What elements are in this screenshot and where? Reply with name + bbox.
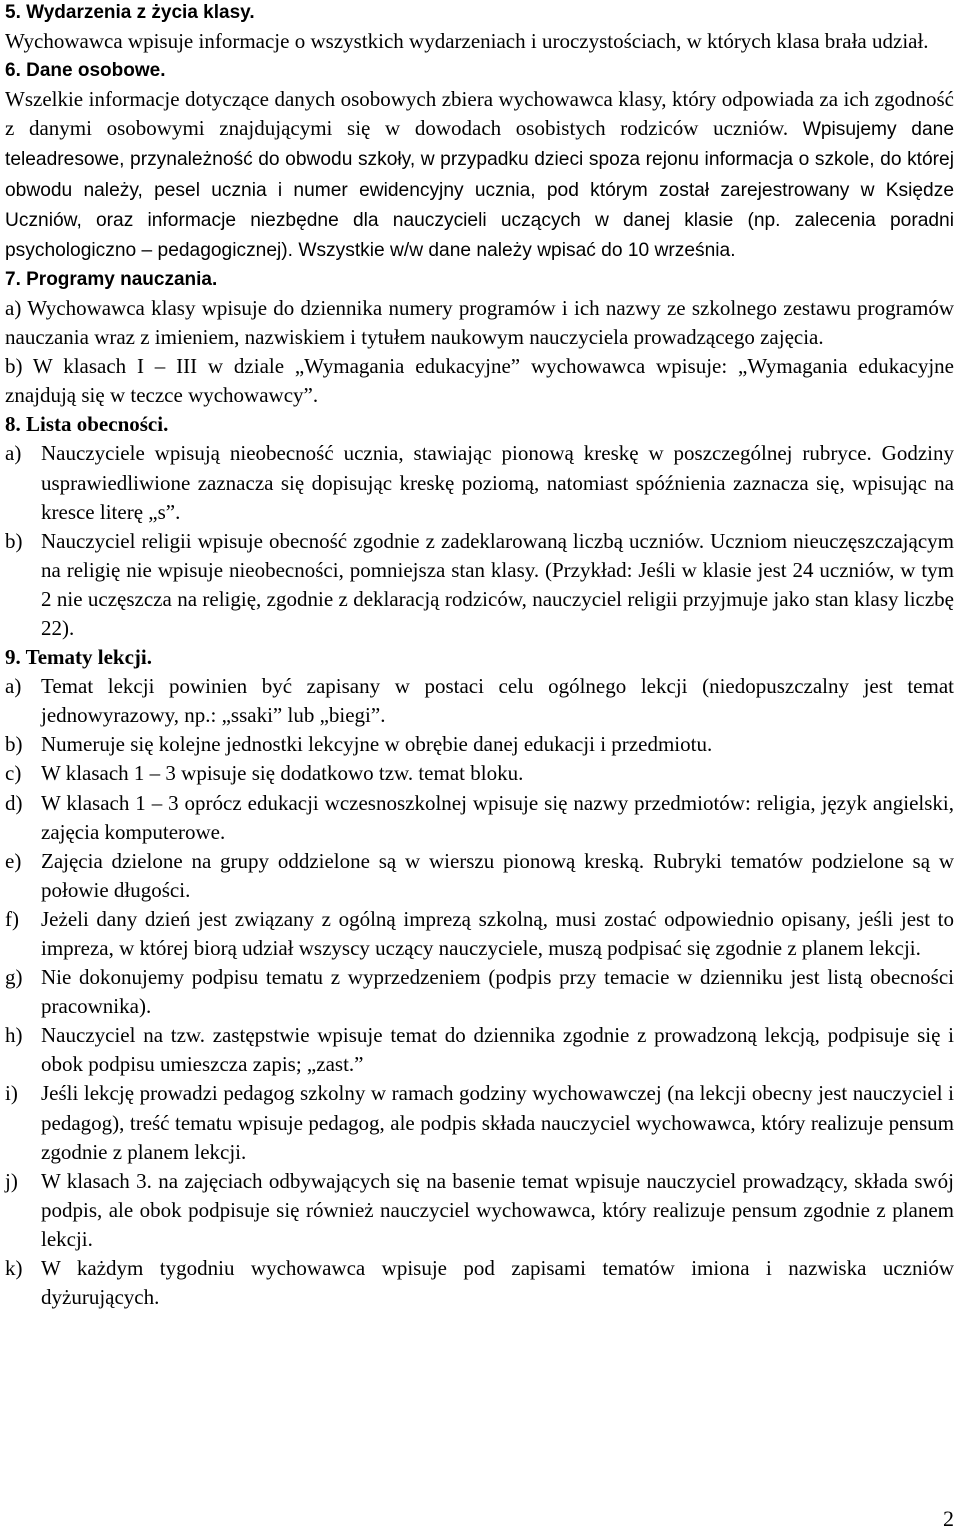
list-item-text: Numeruje się kolejne jednostki lekcyjne w obrębie danej edukacji i przedmiotu. [41,732,713,757]
list-item [5,672,954,730]
section-6-text-b: Wpisujemy dane teleadresowe, przynależność do obwodu szkoły, w przypadku dzieci spoza rejonu informacja o szkole, do której obwodu należy, pesel ucznia i numer ewidencyjny ucznia, pod którym został zarejestrowany w Księdze Uczniów, oraz informacje niezbędne dla nauczycieli uczących w danej klasie (np. zalecenia poradni psychologiczno – pedagogicznej). Wszystkie w/w dane należy wpisać do 10 września. [5,119,954,261]
list-item [5,759,954,788]
list-marker: d) [5,790,23,815]
list-item [5,847,954,905]
list-marker: e) [5,848,22,873]
page-number: 2 [943,1505,954,1531]
list-item [5,1021,954,1079]
list-marker: b) [5,732,23,757]
list-marker: f) [5,906,19,931]
list-item-text: Jeśli lekcję prowadzi pedagog szkolny w ramach godziny wychowawczej (na lekcji obecny jest nauczyciel i pedagog), treść tematu wpisuje pedagog, ale podpis składa nauczyciel wychowawca, który realizuje pensum zgodnie z planem lekcji. [41,1081,954,1164]
list-marker: k) [5,1256,23,1281]
section-5-text: Wychowawca wpisuje informacje o wszystkich wydarzeniach i uroczystościach, w których klasa brała udział. [5,29,929,54]
list-item [5,439,954,526]
list-item [5,1254,954,1312]
list-marker: b) [5,528,23,553]
list-item-text: W klasach 1 – 3 wpisuje się dodatkowo tzw. temat bloku. [41,761,524,786]
list-item-text: Jeżeli dany dzień jest związany z ogólną imprezą szkolną, musi zostać odpowiednio opisany, jeśli jest to impreza, w której biorą udział wszyscy uczący nauczyciele, muszą podpisać się zgodnie z planem lekcji. [41,906,954,960]
list-item-text: Zajęcia dzielone na grupy oddzielone są w wierszu pionową kreską. Rubryki tematów podzielone są w połowie długości. [41,848,954,902]
list-marker: j) [5,1168,18,1193]
list-item-text: Nauczyciele wpisują nieobecność ucznia, stawiając pionową kreskę w poszczególnej rubryce. Godziny usprawiedliwione zaznacza się dopisując kreskę poziomą, natomiast spóźnienia zaznacza się, wpisując na kresce literę „s”. [41,441,954,524]
list-marker: a) [5,441,22,466]
list-item-text: Nauczyciel na tzw. zastępstwie wpisuje temat do dziennika zgodnie z prowadzoną lekcją, podpisuje się i obok podpisu umieszcza zapis; „zast.” [41,1023,954,1077]
list-item-text: Nauczyciel religii wpisuje obecność zgodnie z zadeklarowaną liczbą uczniów. Uczniom nieuczęszczającym na religię nie wpisuje nieobecności, pomniejsza stan klasy. (Przykład: Jeśli w klasie jest 24 uczniów, w tym 2 nie uczęszcza na religię, zgodnie z deklaracją rodziców, nauczyciel religii przyjmuje jako stan klasy liczbę 22). [41,528,954,640]
section-9-heading: 9. Tematy lekcji. [5,645,152,670]
list-marker: c) [5,761,22,786]
list-item-text: W klasach 3. na zajęciach odbywających się na basenie temat wpisuje nauczyciel prowadzący, składa swój podpis, ale obok podpisuje się również nauczyciel wychowawca, który realizuje pensum zgodnie z planem lekcji. [41,1168,954,1251]
list-item [5,905,954,963]
section-7-item-a: a) Wychowawca klasy wpisuje do dziennika numery programów i ich nazwy ze szkolnego zestawu programów nauczania wraz z imieniem, nazwiskiem i tytułem naukowym nauczyciela prowadzącego zajęcia. [5,295,954,350]
list-marker: g) [5,965,23,990]
list-item [5,730,954,759]
list-item-text: W każdym tygodniu wychowawca wpisuje pod zapisami tematów imiona i nazwiska uczniów dyżurujących. [41,1256,954,1310]
list-item [5,1167,954,1254]
list-item [5,789,954,847]
section-7-item-b: b) W klasach I – III w dziale „Wymagania edukacyjne” wychowawca wpisuje: „Wymagania edukacyjne znajdują się w teczce wychowawcy”. [5,354,954,408]
section-6-text-a: Wszelkie informacje dotyczące danych osobowych zbiera wychowawca klasy, który odpowiada za ich zgodność z danymi osobowymi znajdującymi się w dowodach osobistych rodziców uczniów. [5,87,954,141]
list-marker: a) [5,674,22,699]
list-item-text: W klasach 1 – 3 oprócz edukacji wczesnoszkolnej wpisuje się nazwy przedmiotów: religia, język angielski, zajęcia komputerowe. [41,790,954,844]
section-6-heading: 6. Dane osobowe. [5,60,166,82]
section-6-text [5,85,954,265]
section-7-heading: 7. Programy nauczania. [5,268,218,290]
list-marker: h) [5,1023,23,1048]
section-8-list [5,439,954,643]
document-page [5,0,954,1312]
list-item [5,963,954,1021]
list-item [5,527,954,643]
list-item-text: Temat lekcji powinien być zapisany w postaci celu ogólnego lekcji (niedopuszczalny jest temat jednowyrazowy, np.: „ssaki” lub „biegi”. [41,674,954,728]
list-item-text: Nie dokonujemy podpisu tematu z wyprzedzeniem (podpis przy temacie w dzienniku jest listą obecności pracownika). [41,965,954,1019]
list-marker: i) [5,1081,18,1106]
list-item [5,1079,954,1166]
section-5-heading: 5. Wydarzenia z życia klasy. [5,2,255,23]
section-8-heading: 8. Lista obecności. [5,412,169,437]
section-9-list [5,672,954,1312]
